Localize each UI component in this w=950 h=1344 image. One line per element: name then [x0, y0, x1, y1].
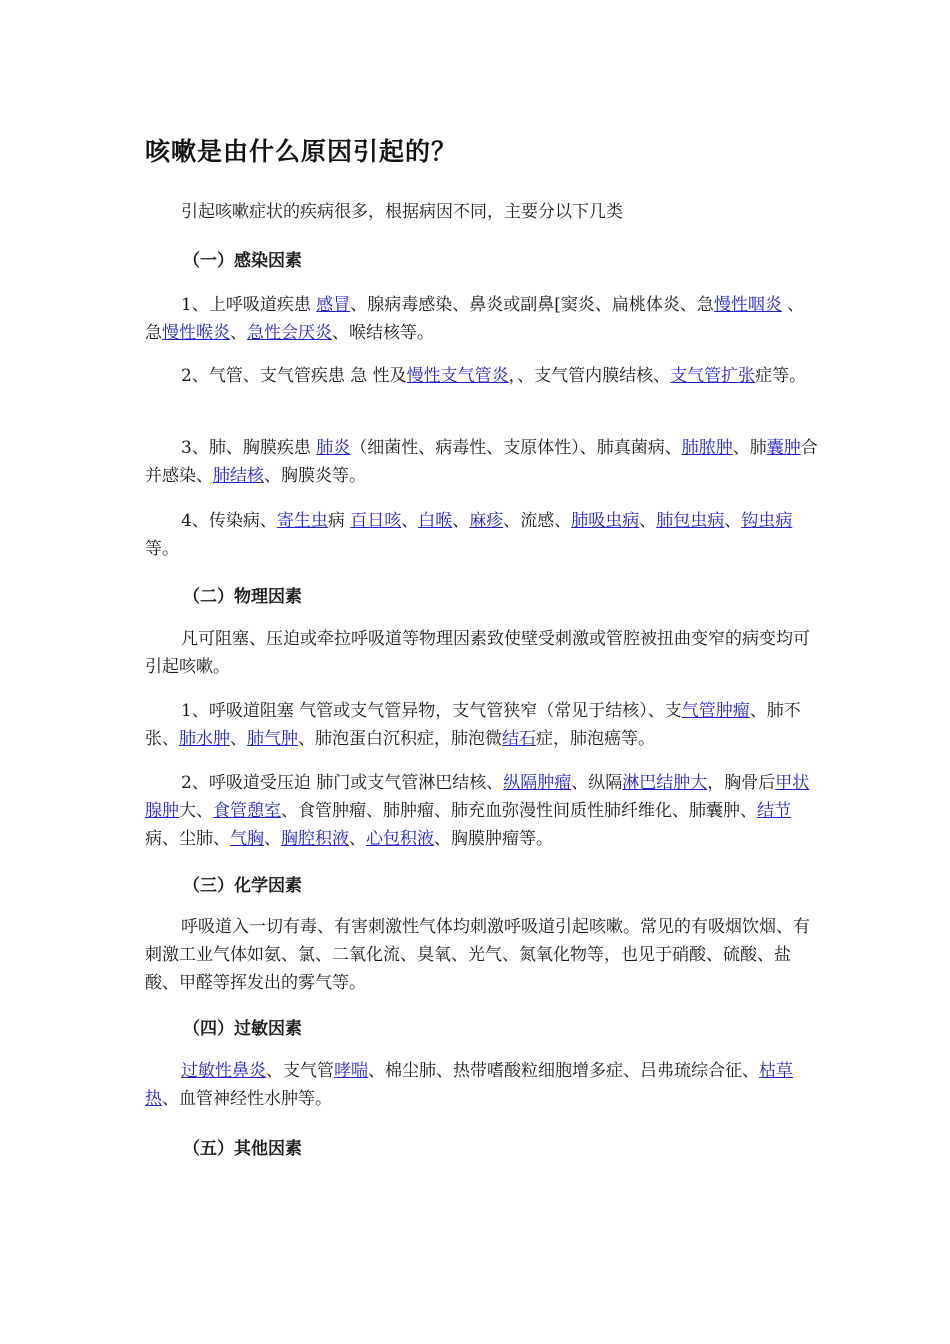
text-run: 、食管肿瘤、肺肿瘤、肺充血弥漫性间质性肺纤维化、肺囊肿、 [281, 801, 757, 821]
keyword-link[interactable]: 寄生虫 [276, 511, 328, 531]
text-run: 、纵隔 [571, 773, 623, 793]
text-run: 2、呼吸道受压迫 肺门或支气管淋巴结核、 [181, 773, 504, 793]
paragraph-chemical [145, 913, 820, 997]
text-run: 病、尘肺、 [145, 829, 230, 849]
keyword-link[interactable]: 结石 [502, 729, 536, 749]
text-run: 、血管神经性水肿等。 [162, 1089, 332, 1109]
text-run: 、流感、 [503, 511, 572, 531]
text-run: 大、 [179, 801, 213, 821]
keyword-link[interactable]: 支气管扩张 [670, 366, 756, 386]
text-run: ，、支气管内膜结核、 [508, 366, 671, 386]
text-run: 、棉尘肺、热带嗜酸粒细胞增多症、吕弗琉综合征、 [368, 1061, 759, 1081]
keyword-link[interactable]: 急性会厌炎 [247, 323, 332, 343]
text-run: ，胸骨后 [707, 773, 776, 793]
paragraph-obstruction [145, 697, 820, 753]
keyword-link[interactable]: 肺包虫病 [656, 511, 725, 531]
text-run: 3、肺、胸膜疾患 [181, 438, 317, 458]
keyword-link[interactable]: 气管肿瘤 [681, 701, 750, 721]
text-run: 1、呼吸道阻塞 气管或支气管异物，支气管狭窄（常见于结核）、支 [181, 701, 682, 721]
paragraph-lung-pleura [145, 434, 820, 490]
paragraph-allergy [145, 1057, 820, 1113]
keyword-link[interactable]: 感冒 [316, 295, 351, 315]
text-run: 、肺不张、 [145, 701, 801, 749]
text-run: 、 [401, 511, 419, 531]
text-run: 、急 [145, 295, 805, 343]
text-run: 病 [327, 511, 351, 531]
keyword-link[interactable]: 肺水肿 [179, 729, 230, 749]
keyword-link[interactable]: 淋巴结肿大 [622, 773, 708, 793]
paragraph-compression [145, 769, 820, 853]
text-run: 、 [230, 729, 247, 749]
section-heading-physical: （二）物理因素 [183, 587, 302, 607]
keyword-link[interactable]: 慢性喉炎 [162, 323, 230, 343]
intro-paragraph: 引起咳嗽症状的疾病很多，根据病因不同，主要分以下几类 [181, 202, 623, 222]
section-heading-allergy: （四）过敏因素 [183, 1019, 302, 1039]
text-run: 2、气管、支气管疾患 急 性及 [181, 366, 407, 386]
text-run: 、喉结核等。 [332, 323, 434, 343]
page-title: 咳嗽是由什么原因引起的？ [145, 137, 458, 166]
text-run: 症等。 [755, 366, 807, 386]
keyword-link[interactable]: 食管憩室 [213, 801, 281, 821]
keyword-link[interactable]: 结节 [757, 801, 791, 821]
paragraph-upper-respiratory [145, 291, 820, 347]
text-run: 凡可阻塞、压迫或牵拉呼吸道等物理因素致使壁受刺激或管腔被扭曲变窄的病变均可引起咳嗽。 [145, 629, 810, 677]
text-run: 合并感染、 [145, 438, 818, 486]
keyword-link[interactable]: 肺结核 [213, 466, 264, 486]
text-run: 、胸膜肿瘤等。 [434, 829, 553, 849]
keyword-link[interactable]: 肺脓肿 [681, 438, 733, 458]
text-run: 呼吸道入一切有毒、有害刺激性气体均刺激呼吸道引起咳嗽。常见的有吸烟饮烟、有刺激工业气体如氨、氯、二氧化流、臭氧、光气、氮氧化物等，也见于硝酸、硫酸、盐酸、甲醛等挥发出的雾气等。 [145, 917, 810, 993]
text-run: 、 [724, 511, 742, 531]
text-run: 、肺泡蛋白沉积症，肺泡微 [298, 729, 502, 749]
text-run: 、 [452, 511, 470, 531]
keyword-link[interactable]: 胸腔积液 [281, 829, 349, 849]
keyword-link[interactable]: 钩虫病 [741, 511, 793, 531]
paragraph-physical-intro [145, 625, 820, 681]
text-run: 、胸膜炎等。 [264, 466, 366, 486]
keyword-link[interactable]: 慢性支气管炎 [406, 366, 509, 386]
keyword-link[interactable]: 枯草热 [145, 1061, 793, 1109]
keyword-link[interactable]: 囊肿 [766, 438, 801, 458]
keyword-link[interactable]: 慢性咽炎 [713, 295, 782, 315]
text-run: 、支气管 [266, 1061, 334, 1081]
section-heading-chemical: （三）化学因素 [183, 876, 302, 896]
paragraph-bronchial [145, 362, 820, 390]
text-run: 等。 [145, 539, 179, 559]
keyword-link[interactable]: 过敏性鼻炎 [181, 1061, 266, 1081]
keyword-link[interactable]: 哮喘 [334, 1061, 368, 1081]
section-heading-other: （五）其他因素 [183, 1139, 302, 1159]
text-run: 、腺病毒感染、鼻炎或副鼻[窦炎、扁桃体炎、急 [350, 295, 714, 315]
text-run: 、 [230, 323, 247, 343]
paragraph-infectious [145, 507, 820, 563]
text-run: 症，肺泡癌等。 [536, 729, 655, 749]
text-run: 、 [349, 829, 366, 849]
text-run: 1、上呼吸道疾患 [181, 295, 317, 315]
keyword-link[interactable]: 甲状腺肿 [145, 773, 810, 821]
text-run: 、肺 [732, 438, 767, 458]
text-run: （细菌性、病毒性、支原体性）、肺真菌病、 [350, 438, 682, 458]
keyword-link[interactable]: 白喉 [418, 511, 453, 531]
keyword-link[interactable]: 肺炎 [316, 438, 351, 458]
text-run: 、 [264, 829, 281, 849]
keyword-link[interactable]: 肺吸虫病 [571, 511, 640, 531]
keyword-link[interactable]: 百日咳 [350, 511, 402, 531]
text-run: 、 [639, 511, 657, 531]
keyword-link[interactable]: 纵隔肿瘤 [503, 773, 572, 793]
keyword-link[interactable]: 气胸 [230, 829, 264, 849]
keyword-link[interactable]: 麻疹 [469, 511, 504, 531]
keyword-link[interactable]: 心包积液 [366, 829, 434, 849]
keyword-link[interactable]: 肺气肿 [247, 729, 298, 749]
section-heading-infection: （一）感染因素 [183, 251, 302, 271]
text-run: 4、传染病、 [181, 511, 277, 531]
